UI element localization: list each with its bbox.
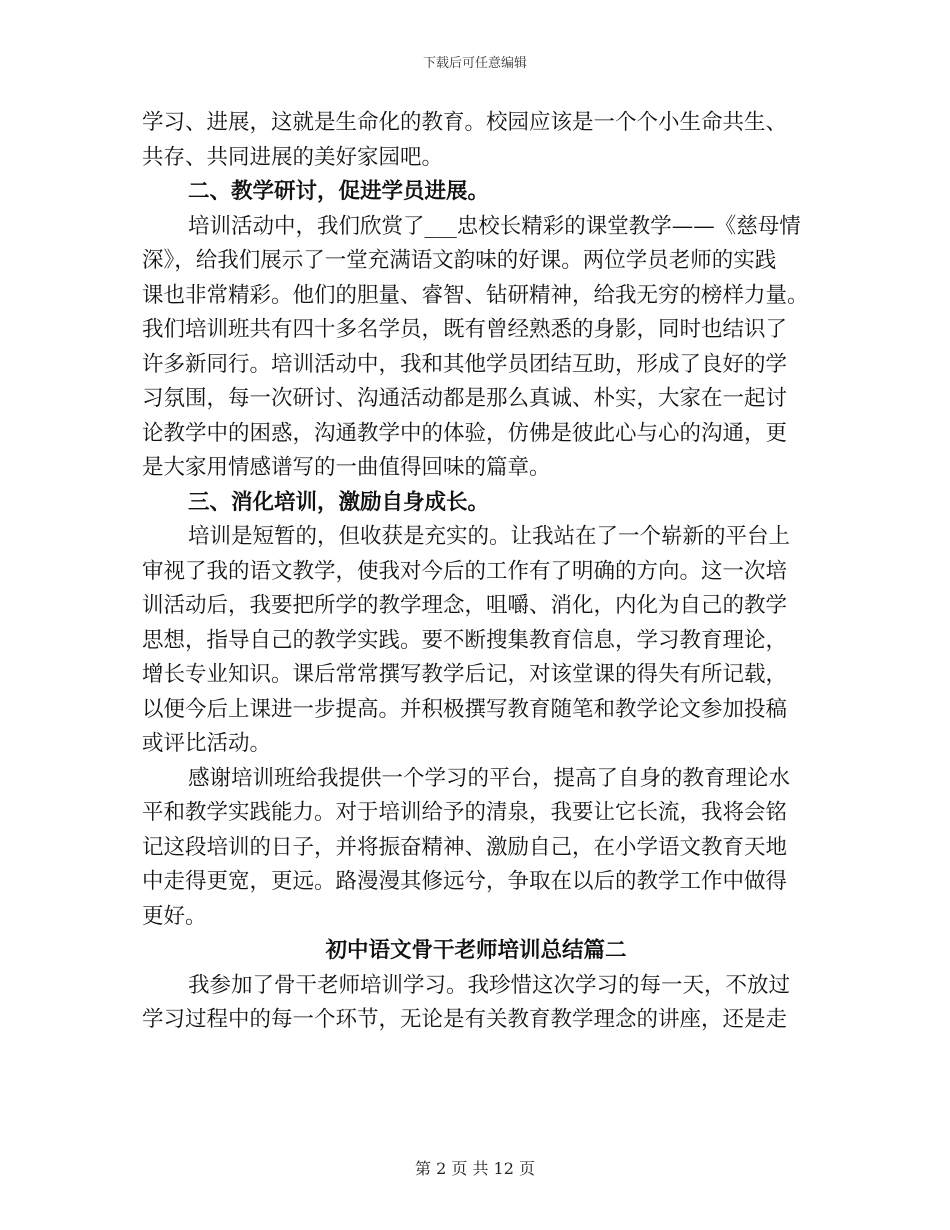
- paragraph-line: 我们培训班共有四十多名学员，既有曾经熟悉的身影，同时也结识了: [142, 317, 788, 342]
- paragraph-line: 论教学中的困惑，沟通教学中的体验，仿佛是彼此心与心的沟通，更: [142, 420, 788, 446]
- paragraph-line: 训活动后，我要把所学的教学理念，咀嚼、消化，内化为自己的教学: [142, 593, 788, 618]
- paragraph-line: 是大家用情感谱写的一曲值得回味的篇章。: [142, 455, 551, 480]
- paragraph-line: 以便今后上课进一步提高。并积极撰写教育随笔和教学论文参加投稿: [142, 696, 788, 722]
- document-body: [142, 106, 810, 1038]
- paragraph-line: 或评比活动。: [142, 731, 272, 756]
- article-title: 初中语文骨干老师培训总结篇二: [325, 938, 627, 963]
- section-heading: 二、教学研讨，促进学员进展。: [188, 179, 490, 204]
- paragraph-line: 许多新同行。培训活动中，我和其他学员团结互助，形成了良好的学: [142, 351, 788, 377]
- paragraph-line: 培训是短暂的，但收获是充实的。让我站在了一个崭新的平台上: [188, 524, 791, 549]
- paragraph-line: 共存、共同进展的美好家园吧。: [142, 144, 444, 170]
- paragraph-line: 课也非常精彩。他们的胆量、睿智、钻研精神，给我无穷的榜样力量。: [142, 282, 809, 308]
- paragraph-line: 更好。: [142, 903, 207, 929]
- paragraph-line: 深》，给我们展示了一堂充满语文韵味的好课。两位学员老师的实践: [142, 248, 777, 273]
- page-number-footer: 第 2 页 共 12 页: [415, 1159, 535, 1178]
- paragraph-line: 平和教学实践能力。对于培训给予的清泉，我要让它长流，我将会铭: [142, 800, 788, 825]
- paragraph-line: 感谢培训班给我提供一个学习的平台，提高了自身的教育理论水: [188, 765, 791, 791]
- paragraph-line: 审视了我的语文教学，使我对今后的工作有了明确的方向。这一次培: [142, 558, 788, 584]
- paragraph-line: 中走得更宽，更远。路漫漫其修远兮，争取在以后的教学工作中做得: [142, 869, 788, 894]
- paragraph-line: 学习过程中的每一个环节，无论是有关教育教学理念的讲座，还是走: [142, 1007, 788, 1032]
- paragraph-line: 习氛围，每一次研讨、沟通活动都是那么真诚、朴实，大家在一起讨: [142, 386, 788, 411]
- page-header-note: 下载后可任意编辑: [422, 56, 527, 71]
- paragraph-line: 培训活动中，我们欣赏了___忠校长精彩的课堂教学——《慈母情: [188, 213, 801, 239]
- paragraph-line: 思想，指导自己的教学实践。要不断搜集教育信息，学习教育理论，: [142, 627, 788, 653]
- paragraph-line: 增长专业知识。课后常常撰写教学后记，对该堂课的得失有所记载，: [142, 662, 788, 687]
- paragraph-line: 记这段培训的日子，并将振奋精神、激励自己，在小学语文教育天地: [142, 834, 788, 860]
- paragraph-line: 学习、进展，这就是生命化的教育。校园应该是一个个小生命共生、: [142, 110, 788, 135]
- section-heading: 三、消化培训，激励自身成长。: [188, 489, 490, 515]
- paragraph-line: 我参加了骨干老师培训学习。我珍惜这次学习的每一天，不放过: [188, 972, 791, 998]
